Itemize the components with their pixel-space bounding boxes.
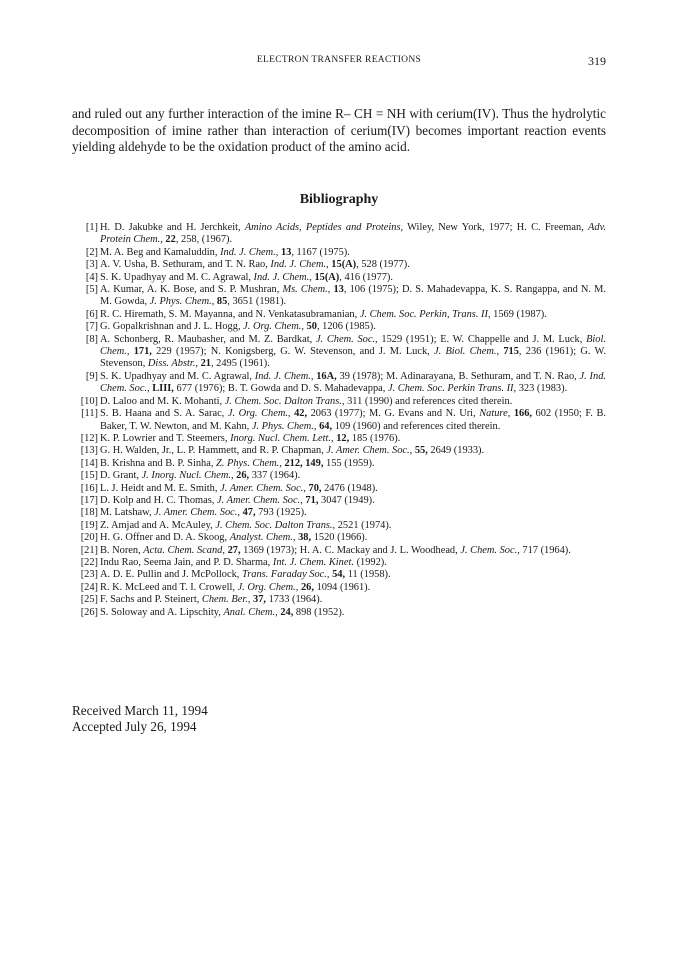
reference-text: 1520 (1966). <box>311 532 368 544</box>
journal-title: Trans. Faraday Soc. <box>242 569 327 581</box>
volume-number: 54, <box>332 569 346 581</box>
volume-number: 38, <box>298 532 312 544</box>
reference-text: , <box>222 544 228 556</box>
volume-number: 50 <box>306 321 317 333</box>
reference-text: B. Krishna and B. P. Sinha, <box>100 457 217 469</box>
page-header <box>72 54 606 70</box>
reference-number: [14] <box>80 457 98 469</box>
page-number: 319 <box>588 54 606 68</box>
reference-number: [17] <box>80 494 98 506</box>
reference-text: , 106 (1975); D. S. Mahadevappa, K. S. Rangappa, and N. M. M. Gowda, <box>100 284 607 308</box>
journal-title: Anal. Chem. <box>223 606 276 618</box>
body-paragraph: and ruled out any further interaction of the imine R– CH = NH with cerium(IV). Thus the hydrolytic decomposition of imine rather than interaction of cerium(IV) becomes important reaction events yielding aldehyde to be the oxidation product of the amino acid. <box>72 106 606 154</box>
reference-item <box>72 607 606 619</box>
reference-number: [6] <box>85 308 98 320</box>
reference-text: 3047 (1949). <box>318 494 375 506</box>
reference-text: (1992). <box>353 556 387 568</box>
reference-text: , <box>195 358 201 370</box>
reference-number: [3] <box>85 259 98 271</box>
reference-text: , <box>160 234 166 246</box>
reference-item <box>72 582 606 594</box>
reference-number: [15] <box>80 470 98 482</box>
reference-number: [18] <box>80 507 98 519</box>
reference-text: Z. Amjad and A. McAuley, <box>100 519 216 531</box>
journal-title: Nature <box>479 408 508 420</box>
reference-text: G. Gopalkrishnan and J. L. Hogg, <box>100 321 244 333</box>
reference-text: F. Sachs and P. Steinert, <box>100 594 202 606</box>
reference-text: 39 (1978); M. Adinarayana, B. Sethuram, and T. N. Rao, <box>336 370 580 382</box>
volume-number: 85 <box>216 296 228 308</box>
volume-number: 171, <box>133 346 152 358</box>
reference-item <box>72 309 606 321</box>
reference-text: S. K. Upadhyay and M. C. Agrawal, <box>100 271 254 283</box>
reference-text: , <box>275 606 281 618</box>
journal-title: Adv. Protein Chem. <box>100 222 607 246</box>
running-title: ELECTRON TRANSFER REACTIONS <box>256 55 422 65</box>
reference-text: 793 (1925). <box>255 507 307 519</box>
journal-title: Analyst. Chem. <box>229 532 293 544</box>
reference-text: , <box>310 370 317 382</box>
reference-text: S. Soloway and A. Lipschity, <box>100 606 224 618</box>
reference-text: , 416 (1977). <box>339 271 393 283</box>
reference-number: [24] <box>80 581 98 593</box>
article-dates <box>72 703 472 735</box>
reference-text: D. Laloo and M. K. Mohanti, <box>100 395 225 407</box>
reference-text: 11 (1958). <box>345 569 391 581</box>
reference-text: , <box>230 470 237 482</box>
reference-number: [20] <box>80 532 98 544</box>
reference-item <box>72 222 606 247</box>
journal-title: Ms. Chem. <box>282 284 328 296</box>
volume-number: 26, <box>236 470 250 482</box>
reference-text: , <box>275 246 281 258</box>
journal-title: J. Chem. Soc. <box>460 544 518 556</box>
reference-text: B. Noren, <box>100 544 144 556</box>
reference-text: 2476 (1948). <box>321 482 378 494</box>
journal-title: J. Phys. Chem. <box>251 420 314 432</box>
reference-item <box>72 569 606 581</box>
reference-number: [16] <box>80 482 98 494</box>
journal-title: J. Chem. Soc. Dalton Trans. <box>224 395 342 407</box>
reference-text: , <box>147 383 153 395</box>
journal-title: J. Org. Chem. <box>227 408 288 420</box>
journal-title: Biol. Chem. <box>100 333 606 358</box>
reference-item <box>72 445 606 457</box>
journal-title: Int. J. Chem. Kinet. <box>272 556 354 568</box>
journal-title: J. Amer. Chem. Soc. <box>326 445 410 457</box>
journal-title: Chem. Ber. <box>201 594 248 606</box>
reference-text: D. Kolp and H. C. Thomas, <box>100 494 217 506</box>
reference-text: , 528 (1977). <box>356 259 410 271</box>
volume-number: 27, <box>227 544 241 556</box>
reference-text: R. K. McLeed and T. I. Crowell, <box>100 581 238 593</box>
journal-title: J. Inorg. Nucl. Chem. <box>141 470 231 482</box>
reference-item <box>72 520 606 532</box>
reference-text: , <box>330 432 337 444</box>
bibliography-heading: Bibliography <box>299 192 379 207</box>
reference-item <box>72 594 606 606</box>
reference-text: , <box>507 408 514 420</box>
journal-title: Amino Acids, Peptides and Proteins <box>244 222 401 233</box>
reference-text: R. C. Hiremath, S. M. Mayanna, and N. Venkatasubramanian, <box>100 308 360 320</box>
reference-text: , 3651 (1981). <box>227 296 287 308</box>
reference-text: , <box>237 507 243 519</box>
reference-number: [7] <box>85 321 98 333</box>
reference-text: , <box>303 482 309 494</box>
volume-number: 21 <box>200 358 211 370</box>
reference-text: , 258, (1967). <box>175 234 233 246</box>
reference-item <box>72 259 606 271</box>
reference-item <box>72 532 606 544</box>
reference-text: 1733 (1964). <box>266 594 323 606</box>
reference-number: [2] <box>85 246 98 258</box>
reference-number: [25] <box>80 594 98 606</box>
volume-number: 71, <box>305 494 319 506</box>
reference-number: [9] <box>85 370 98 382</box>
reference-item <box>72 507 606 519</box>
reference-text: H. D. Jakubke and H. Jerchkeit, <box>100 222 245 233</box>
volume-number: 47, <box>242 507 256 519</box>
reference-text: , 2495 (1961). <box>210 358 270 370</box>
journal-title: J. Chem. Soc. <box>315 333 376 345</box>
reference-text: , 1206 (1985). <box>316 321 376 333</box>
volume-number: 42, <box>294 408 308 420</box>
reference-text: 1369 (1973); H. A. C. Mackay and J. L. Woodhead, <box>240 544 461 556</box>
reference-text: 2063 (1977); M. G. Evans and N. Uri, <box>307 408 480 420</box>
accepted-date: Accepted July 26, 1994 <box>72 719 197 734</box>
reference-text: , <box>247 594 254 606</box>
reference-text: , <box>409 445 415 457</box>
journal-title: Ind. J. Chem. <box>270 259 327 271</box>
reference-text: M. A. Beg and Kamaluddin, <box>100 246 221 258</box>
journal-title: J. Amer. Chem. Soc. <box>154 507 238 519</box>
reference-number: [11] <box>81 408 98 420</box>
reference-text: , 311 (1990) and references cited therein. <box>341 395 513 407</box>
reference-text: , 236 (1961); G. W. Stevenson, <box>100 346 606 370</box>
reference-text: 2649 (1933). <box>427 445 485 457</box>
reference-text: 898 (1952). <box>293 606 345 618</box>
reference-text: Indu Rao, Seema Jain, and P. D. Sharma, <box>100 556 273 568</box>
reference-item <box>72 545 606 557</box>
reference-number: [5] <box>85 284 98 296</box>
reference-text: , 2521 (1974). <box>332 519 392 531</box>
journal-title: J. Biol. Chem. <box>434 346 497 358</box>
reference-item <box>72 408 606 433</box>
journal-title: Ind. J. Chem. <box>254 370 311 382</box>
reference-item <box>72 495 606 507</box>
journal-title: J. Phys. Chem. <box>149 296 212 308</box>
reference-text: , <box>326 569 333 581</box>
reference-text: , <box>126 346 134 358</box>
journal-title: J. Amer. Chem. Soc. <box>220 482 304 494</box>
reference-text: 109 (1960) and references cited therein. <box>332 420 501 432</box>
reference-item <box>72 272 606 284</box>
reference-text: A. Schonberg, R. Maubasher, and M. Z. Bardkat, <box>100 333 316 345</box>
journal-title: Diss. Abstr. <box>147 358 196 370</box>
reference-text: , <box>295 581 301 593</box>
reference-item <box>72 433 606 445</box>
journal-title: J. Ind. Chem. Soc. <box>100 370 606 395</box>
journal-title: Acta. Chem. Scand <box>143 544 223 556</box>
reference-number: [8] <box>85 333 98 345</box>
reference-text: A. Kumar, A. K. Bose, and S. P. Mushran, <box>100 284 283 296</box>
reference-text: H. G. Offner and D. A. Skoog, <box>100 532 230 544</box>
reference-text: , 1529 (1951); E. W. Chappelle and J. M. Luck, <box>375 333 587 345</box>
reference-text: D. Grant, <box>100 470 142 482</box>
reference-item <box>72 371 606 396</box>
journal-title: Ind. J. Chem. <box>253 271 310 283</box>
reference-text: , 717 (1964). <box>517 544 571 556</box>
reference-text: K. P. Lowrier and T. Steemers, <box>100 432 231 444</box>
reference-number: [21] <box>80 544 98 556</box>
reference-text: , 1569 (1987). <box>487 308 547 320</box>
volume-number: 715 <box>503 346 519 358</box>
reference-text: S. K. Upadhyay and M. C. Agrawal, <box>100 370 255 382</box>
reference-text: , <box>496 346 504 358</box>
volume-number: 166, <box>513 408 533 420</box>
reference-text: , <box>287 408 295 420</box>
journal-title: J. Amer. Chem. Soc. <box>217 494 301 506</box>
reference-text: 602 (1950; F. B. Baker, T. W. Newton, and M. Kahn, <box>100 408 606 432</box>
journal-title: J. Org. Chem. <box>237 581 296 593</box>
reference-text: , 1167 (1975). <box>291 246 350 258</box>
reference-text: , <box>301 321 307 333</box>
reference-number: [19] <box>80 519 98 531</box>
reference-item <box>72 396 606 408</box>
reference-text: , Wiley, New York, 1977; H. C. Freeman, <box>400 222 589 233</box>
reference-item <box>72 334 606 371</box>
reference-number: [1] <box>85 222 98 233</box>
reference-item <box>72 483 606 495</box>
reference-item <box>72 284 606 309</box>
journal-title: Inorg. Nucl. Chem. Lett. <box>230 432 331 444</box>
reference-text: 229 (1957); N. Konigsberg, G. W. Stevenson, and J. M. Luck, <box>151 346 435 358</box>
reference-text: G. H. Walden, Jr., L. P. Hammett, and R. P. Chapman, <box>100 445 327 457</box>
journal-title: Ind. J. Chem. <box>220 246 276 258</box>
reference-number: [13] <box>80 445 98 457</box>
volume-number: 26, <box>300 581 314 593</box>
volume-number: 13 <box>333 284 344 296</box>
received-date: Received March 11, 1994 <box>72 703 208 718</box>
reference-text: , <box>309 271 315 283</box>
journal-title: J. Chem. Soc. Dalton Trans. <box>215 519 333 531</box>
reference-text: , 323 (1983). <box>513 383 568 395</box>
reference-item <box>72 557 606 569</box>
reference-list <box>72 222 606 619</box>
reference-text: S. B. Haana and S. A. Sarac, <box>100 408 228 420</box>
volume-number: 70, <box>308 482 322 494</box>
journal-title: Z. Phys. Chem. <box>216 457 280 469</box>
reference-text: 677 (1976); B. T. Gowda and D. S. Mahadevappa, <box>173 383 388 395</box>
reference-text: A. V. Usha, B. Sethuram, and T. N. Rao, <box>100 259 271 271</box>
volume-number: 37, <box>253 594 267 606</box>
reference-text: , <box>313 420 320 432</box>
volume-number: 15(A) <box>331 259 357 271</box>
reference-text: M. Latshaw, <box>100 507 155 519</box>
volume-number: 22 <box>165 234 176 246</box>
reference-number: [26] <box>80 606 98 618</box>
reference-item <box>72 458 606 470</box>
reference-item <box>72 321 606 333</box>
volume-number: 64, <box>319 420 333 432</box>
volume-number: 24, <box>280 606 294 618</box>
volume-number: 212, 149, <box>284 457 324 469</box>
reference-number: [12] <box>80 432 98 444</box>
reference-text: 155 (1959). <box>323 457 375 469</box>
reference-text: , <box>211 296 217 308</box>
reference-text: L. J. Heidt and M. E. Smith, <box>100 482 221 494</box>
volume-number: 13 <box>280 246 292 258</box>
reference-text: 1094 (1961). <box>313 581 371 593</box>
reference-item <box>72 470 606 482</box>
volume-number: LIII, <box>152 383 174 395</box>
journal-title: J. Chem. Soc. Perkin Trans. II <box>387 383 514 395</box>
volume-number: 55, <box>414 445 428 457</box>
reference-text: , <box>300 494 306 506</box>
reference-text: A. D. E. Pullin and J. McPollock, <box>100 569 243 581</box>
volume-number: 16A, <box>316 370 337 382</box>
reference-number: [23] <box>80 569 98 581</box>
volume-number: 15(A) <box>314 271 340 283</box>
reference-number: [22] <box>80 556 98 568</box>
journal-title: J. Chem. Soc. Perkin, Trans. II <box>359 308 488 320</box>
reference-item <box>72 247 606 259</box>
reference-text: , <box>292 532 299 544</box>
reference-text: 185 (1976). <box>349 432 401 444</box>
reference-text: , <box>279 457 285 469</box>
reference-text: , <box>326 259 332 271</box>
reference-text: 337 (1964). <box>249 470 301 482</box>
reference-text: , <box>327 284 334 296</box>
reference-number: [4] <box>85 271 98 283</box>
volume-number: 12, <box>336 432 350 444</box>
journal-title: J. Org. Chem. <box>243 321 302 333</box>
reference-number: [10] <box>80 395 98 407</box>
